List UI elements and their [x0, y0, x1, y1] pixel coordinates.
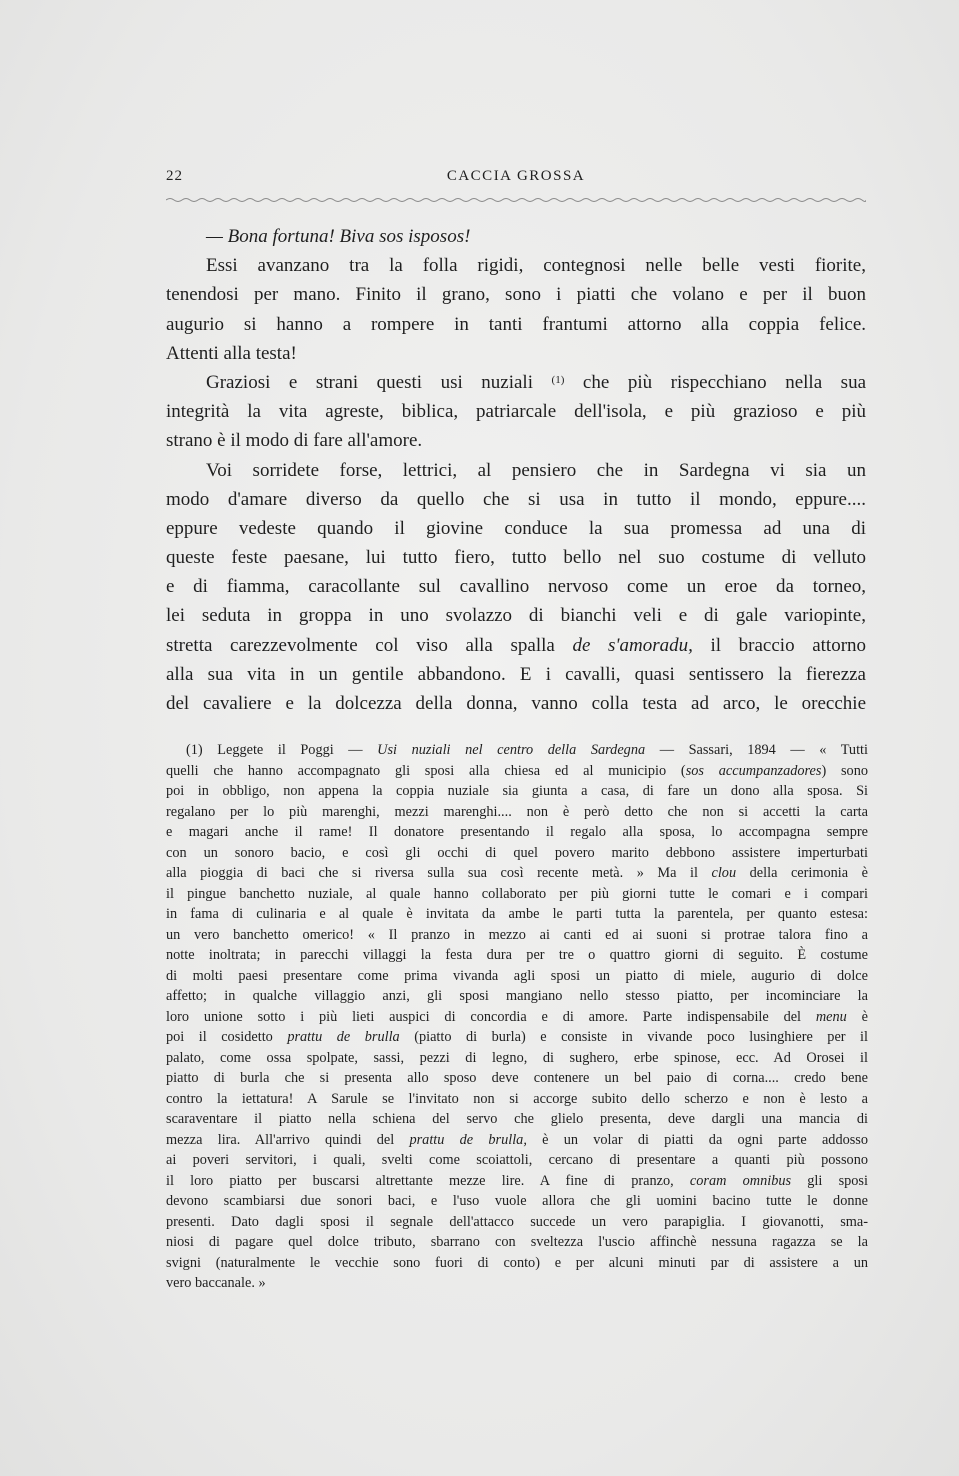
- footnote-line: svigni (naturalmente le vecchie sono fuori di conto) e per alcuni minuti par di assistere a un: [166, 1254, 868, 1271]
- text-line: — Bona fortuna! Biva sos isposos!: [206, 226, 471, 247]
- text-segment-italic: de s'amoradu,: [572, 634, 693, 656]
- footnote-line: e magari anche il rame! Il donatore presentando il regalo alla sposa, lo accompagna sempre: [166, 824, 868, 840]
- text-segment: che più rispecchiano nella sua: [582, 371, 866, 393]
- text-segment: poi il cosidetto: [166, 1029, 273, 1045]
- footnote-line: contro la iettatura! A Sarule se l'invitato non si accorge subito dello scherzo e non è lesto a: [166, 1090, 868, 1107]
- main-text: [166, 222, 866, 718]
- text-segment: stretta carezzevolmente col viso alla spalla: [166, 634, 555, 656]
- footnote-line: palato, come ossa spolpate, sassi, pezzi di legno, di sughero, erbe spinose, ecc. Ad Orosei il: [166, 1049, 868, 1066]
- footnote: [166, 740, 868, 1294]
- text-line: modo d'amare diverso da quello che si usa in tutto il mondo, eppure....: [166, 488, 866, 510]
- text-segment: è: [861, 1008, 869, 1025]
- footnote-line: [166, 863, 868, 884]
- footnote-line: notte inoltrata; in parecchi villaggi la festa dura per tre o quattro giorni di seguito. È costume: [166, 947, 868, 963]
- footnote-line: vero baccanale. »: [166, 1275, 266, 1291]
- text-segment: gli sposi: [807, 1172, 868, 1189]
- footnote-line: [166, 1007, 868, 1028]
- footnote-line: poi in obbligo, non appena la coppia nuziale sia giunta a casa, di fare un dono alla sposa. Si: [166, 783, 868, 799]
- text-line: tenendosi per mano. Finito il grano, sono i piatti che volano e per il buon: [166, 284, 866, 306]
- text-segment-italic: Usi nuziali nel centro della Sardegna: [377, 742, 646, 758]
- footnote-line: scaraventare il piatto nella schiena del servo che glielo presenta, deve dargli una mancia di: [166, 1111, 868, 1127]
- text-segment: il loro piatto per buscarsi altrettante mezze lire. A fine di pranzo,: [166, 1172, 674, 1189]
- footnote-line: un vero banchetto omerico! « Il pranzo in mezzo ai canti ed ai suoni si protrae talora fino a: [166, 926, 868, 943]
- text-line: [166, 368, 866, 397]
- text-segment: (1) Leggete il Poggi —: [186, 742, 363, 758]
- text-line: queste feste paesane, lui tutto fiero, tutto bello nel suo costume di velluto: [166, 547, 866, 569]
- footnote-line: ai poveri servitori, i quali, svelti come scoiattoli, cercano di presentare a quanti più possono: [166, 1152, 868, 1168]
- text-segment-italic: prattu de brulla,: [409, 1131, 527, 1148]
- footnote-line: in fama di culinaria e al quale è invitata da ambe le parti tutta la parentela, per quanto estesa:: [166, 906, 868, 922]
- footnote-line: [166, 740, 868, 761]
- text-line: del cavaliere e la dolcezza della donna, vanno colla testa ad arco, le orecchie: [166, 693, 866, 714]
- text-line: integrità la vita agreste, biblica, patriarcale dell'isola, e più grazioso e più: [166, 401, 866, 423]
- text-line: augurio si hanno a rompere in tanti frantumi attorno alla coppia felice.: [166, 313, 866, 335]
- footnote-line: [166, 761, 868, 782]
- text-segment-italic: sos accumpanzadores: [685, 762, 822, 779]
- footnote-line: di molti paesi presentare come prima vivanda agli sposi un piatto di miele, augurio di dolce: [166, 967, 868, 984]
- footnote-line: niosi di pagare quel dolce tributo, sbarrano con sveltezza l'uscio affinchè nessuna ragazza se la: [166, 1234, 868, 1250]
- footnote-line: con un sonoro bacio, e così gli occhi di quel povero marito debbono assistere imperturbati: [166, 844, 868, 861]
- footnote-line: [166, 1171, 868, 1192]
- text-segment-italic: prattu de brulla: [287, 1029, 400, 1045]
- footnote-line: presenti. Dato dagli sposi il segnale dell'attacco succede un vero parapiglia. I giovanotti, sma-: [166, 1213, 868, 1230]
- text-line: e di fiamma, caracollante sul cavallino nervoso come un eroe da torneo,: [166, 576, 866, 598]
- page-number: 22: [166, 168, 183, 184]
- footnote-line: piatto di burla che si presenta allo sposo deve contenere un bel paio di corna.... credo bene: [166, 1070, 868, 1086]
- text-segment-italic: menu: [815, 1008, 847, 1025]
- text-line: lei seduta in groppa in uno svolazzo di bianchi veli e di gale variopinte,: [166, 605, 866, 627]
- text-line: strano è il modo di fare all'amore.: [166, 430, 423, 452]
- text-segment: alla pioggia di baci che si riversa sulla sua così recente metà. » Ma il: [166, 865, 698, 881]
- running-title: CACCIA GROSSA: [446, 168, 586, 184]
- text-line: [166, 631, 866, 660]
- footnote-marker: (1): [551, 373, 565, 386]
- text-segment: mezza lira. All'arrivo quindi del: [166, 1131, 395, 1148]
- text-segment-italic: clou: [711, 865, 737, 881]
- footnote-line: [166, 1130, 868, 1151]
- text-segment: ) sono: [821, 762, 868, 779]
- text-segment: — Sassari, 1894 — « Tutti: [659, 742, 868, 758]
- text-segment: il braccio attorno: [710, 634, 867, 656]
- text-segment: della cerimonia è: [749, 865, 868, 881]
- footnote-line: devono scambiarsi due sonori baci, e l'uso vuole allora che gli uomini bacino tutte le donne: [166, 1193, 868, 1209]
- text-line: Voi sorridete forse, lettrici, al pensiero che in Sardegna vi sia un: [206, 459, 866, 481]
- text-line: Attenti alla testa!: [166, 342, 297, 364]
- text-segment: loro unione sotto i più lieti auspici di concordia e di amore. Parte indispensabile del: [166, 1008, 802, 1025]
- text-segment: quelli che hanno accompagnato gli sposi alla chiesa ed al municipio (: [166, 762, 686, 779]
- text-line: eppure vedeste quando il giovine conduce la sua promessa ad una di: [166, 517, 866, 539]
- footnote-line: regalano per lo più marenghi, mezzi marenghi.... non è però detto che non si accetti la carta: [166, 803, 868, 820]
- text-segment: è un volar di piatti da ogni parte addosso: [542, 1131, 869, 1148]
- footnote-line: affetto; in qualche villaggio anzi, gli sposi mangiano nello stesso piatto, per incominciare la: [166, 988, 868, 1004]
- text-segment: (piatto di burla) e consiste in vivande poco lusinghiere per il: [414, 1029, 868, 1045]
- text-line: Essi avanzano tra la folla rigidi, contegnosi nelle belle vesti fiorite,: [206, 255, 866, 277]
- header-wavy-rule: [166, 196, 866, 204]
- footnote-line: [166, 1027, 868, 1048]
- page-header: [166, 168, 866, 194]
- text-segment: Graziosi e strani questi usi nuziali: [206, 371, 533, 393]
- text-segment-italic: coram omnibus: [689, 1172, 792, 1189]
- footnote-line: il pingue banchetto nuziale, al quale hanno collaborato per più giorni tutte le comari e i compari: [166, 885, 868, 902]
- text-line: alla sua vita in un gentile abbandono. E i cavalli, quasi sentissero la fierezza: [166, 663, 866, 685]
